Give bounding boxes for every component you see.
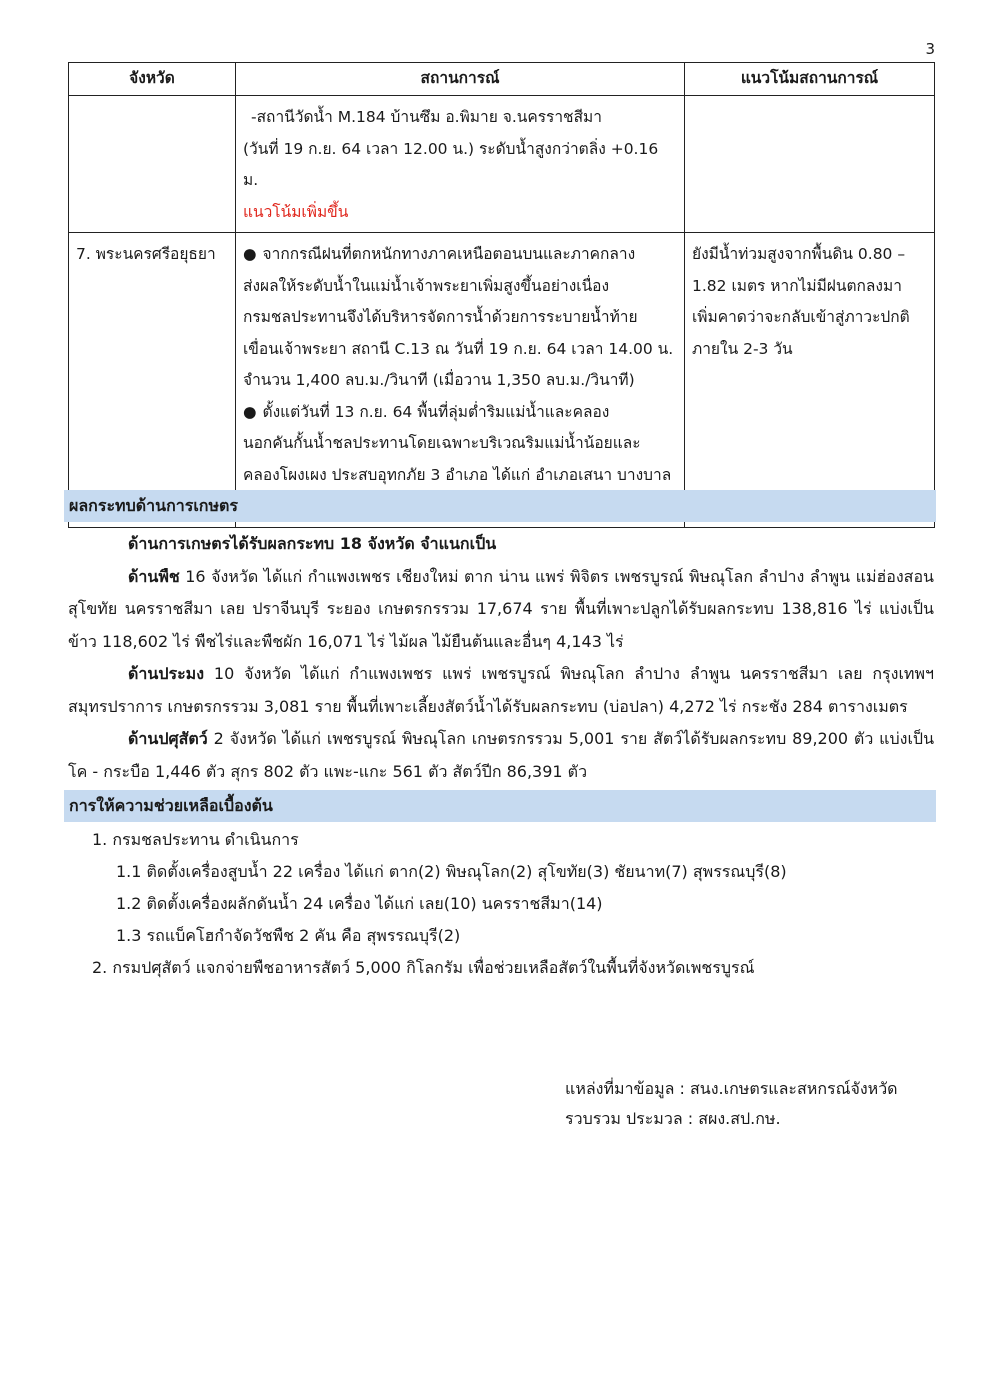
- section-heading-agri-impact: ผลกระทบด้านการเกษตร: [64, 490, 936, 522]
- header-trend: แนวโน้มสถานการณ์: [685, 63, 935, 96]
- list-item: 2. กรมปศุสัตว์ แจกจ่ายพืชอาหารสัตว์ 5,000 กิโลกรัม เพื่อช่วยเหลือสัตว์ในพื้นที่จังหวัดเพชรบูรณ์: [92, 958, 755, 977]
- situation-cell: [236, 96, 685, 233]
- situation-line: (วันที่ 19 ก.ย. 64 เวลา 12.00 น.) ระดับน้ำสูงกว่าตลิ่ง +0.16 ม.: [243, 139, 659, 189]
- list-item: 1.2 ติดตั้งเครื่องผลักดันน้ำ 24 เครื่อง ได้แก่ เลย(10) นครราชสีมา(14): [116, 894, 603, 913]
- situation-line: คลองโผงเผง ประสบอุทกภัย 3 อำเภอ ได้แก่ อำเภอเสนา บางบาล: [243, 465, 672, 484]
- header-situation: สถานการณ์: [236, 63, 685, 96]
- trend-line: 1.82 เมตร หากไม่มีฝนตกลงมา: [692, 276, 902, 295]
- bullet-icon: ●: [243, 245, 257, 263]
- list-item: 1.1 ติดตั้งเครื่องสูบน้ำ 22 เครื่อง ได้แก่ ตาก(2) พิษณุโลก(2) สุโขทัย(3) ชัยนาท(7) สุพรรณบุรี(8): [116, 862, 787, 881]
- livestock-paragraph: [68, 723, 934, 788]
- situation-table: [68, 62, 935, 528]
- crops-paragraph: [68, 561, 934, 659]
- trend-line: เพิ่มคาดว่าจะกลับเข้าสู่ภาวะปกติ: [692, 308, 910, 326]
- fishery-text: 10 จังหวัด ได้แก่ กำแพงเพชร แพร่ เพชรบูรณ์ พิษณุโลก ลำปาง ลำพูน นครราชสีมา เลย กรุงเทพฯ สมุทรปราการ เกษตรกรรวม 3,081 ราย พื้นที่เพาะเลี้ยงสัตว์น้ำได้รับผลกระทบ (บ่อปลา) 4,272 ไร่ กระชัง 284 ตารางเมตร: [68, 664, 934, 716]
- trend-line: ภายใน 2-3 วัน: [692, 339, 793, 358]
- situation-line: ส่งผลให้ระดับน้ำในแม่น้ำเจ้าพระยาเพิ่มสูงขึ้นอย่างเนื่อง: [243, 276, 610, 295]
- agri-intro: ด้านการเกษตรได้รับผลกระทบ 18 จังหวัด จำแนกเป็น: [128, 534, 497, 553]
- agri-impact-body: [68, 528, 934, 788]
- fishery-label: ด้านประมง: [128, 664, 205, 683]
- livestock-label: ด้านปศุสัตว์: [128, 729, 208, 748]
- situation-line: นอกคันกั้นน้ำชลประทานโดยเฉพาะบริเวณริมแม่น้ำน้อยและ: [243, 434, 641, 452]
- fishery-paragraph: [68, 658, 934, 723]
- province-cell: [69, 96, 236, 233]
- situation-line: จำนวน 1,400 ลบ.ม./วินาที (เมื่อวาน 1,350 ลบ.ม./วินาที): [243, 371, 635, 389]
- list-item: 1. กรมชลประทาน ดำเนินการ: [92, 830, 299, 849]
- page-number: 3: [925, 40, 935, 58]
- source-note: [565, 1074, 898, 1134]
- trend-cell: [685, 96, 935, 233]
- section-heading-aid: การให้ความช่วยเหลือเบื้องต้น: [64, 790, 936, 822]
- table-row: [69, 96, 935, 233]
- header-province: จังหวัด: [69, 63, 236, 96]
- situation-cell: [236, 233, 685, 528]
- situation-line: กรมชลประทานจึงได้บริหารจัดการน้ำด้วยการระบายน้ำท้าย: [243, 308, 638, 326]
- aid-list: [68, 824, 934, 984]
- table-row: [69, 233, 935, 528]
- crops-label: ด้านพืช: [128, 566, 180, 586]
- livestock-text: 2 จังหวัด ได้แก่ เพชรบูรณ์ พิษณุโลก เกษตรกรรวม 5,001 ราย สัตว์ได้รับผลกระทบ 89,200 ตัว แบ่งเป็น โค - กระบือ 1,446 ตัว สุกร 802 ตัว แพะ-แกะ 561 ตัว สัตว์ปีก 86,391 ตัว: [68, 729, 934, 781]
- trend-line: ยังมีน้ำท่วมสูงจากพื้นดิน 0.80 –: [692, 245, 906, 263]
- situation-line: -สถานีวัดน้ำ M.184 บ้านซึม อ.พิมาย จ.นครราชสีมา: [251, 108, 602, 126]
- situation-line: เขื่อนเจ้าพระยา สถานี C.13 ณ วันที่ 19 ก.ย. 64 เวลา 14.00 น.: [243, 339, 674, 358]
- bullet-icon: ●: [243, 402, 257, 421]
- situation-line: ตั้งแต่วันที่ 13 ก.ย. 64 พื้นที่ลุ่มต่ำริมแม่น้ำและคลอง: [262, 402, 610, 421]
- trend-note-red: แนวโน้มเพิ่มขึ้น: [243, 202, 349, 221]
- table-header-row: [69, 63, 935, 96]
- province-cell: 7. พระนครศรีอยุธยา: [69, 233, 236, 528]
- source-line: แหล่งที่มาข้อมูล : สนง.เกษตรและสหกรณ์จังหวัด: [565, 1079, 898, 1098]
- crops-text: 16 จังหวัด ได้แก่ กำแพงเพชร เชียงใหม่ ตาก น่าน แพร่ พิจิตร เพชรบูรณ์ พิษณุโลก ลำปาง ลำพูน แม่ฮ่องสอน สุโขทัย นครราชสีมา เลย ปราจีนบุรี ระยอง เกษตรกรรวม 17,674 ราย พื้นที่เพาะปลูกได้รับผลกระทบ 138,816 ไร่ แบ่งเป็น ข้าว 118,602 ไร่ พืชไร่และพืชผัก 16,071 ไร่ ไม้ผล ไม้ยืนต้นและอื่นๆ 4,143 ไร่: [68, 566, 934, 651]
- situation-line: จากกรณีฝนที่ตกหนักทางภาคเหนือตอนบนและภาคกลาง: [262, 245, 636, 263]
- compiler-line: รวบรวม ประมวล : สผง.สป.กษ.: [565, 1109, 781, 1128]
- trend-cell: [685, 233, 935, 528]
- list-item: 1.3 รถแบ็คโฮกำจัดวัชพืช 2 คัน คือ สุพรรณบุรี(2): [116, 926, 461, 945]
